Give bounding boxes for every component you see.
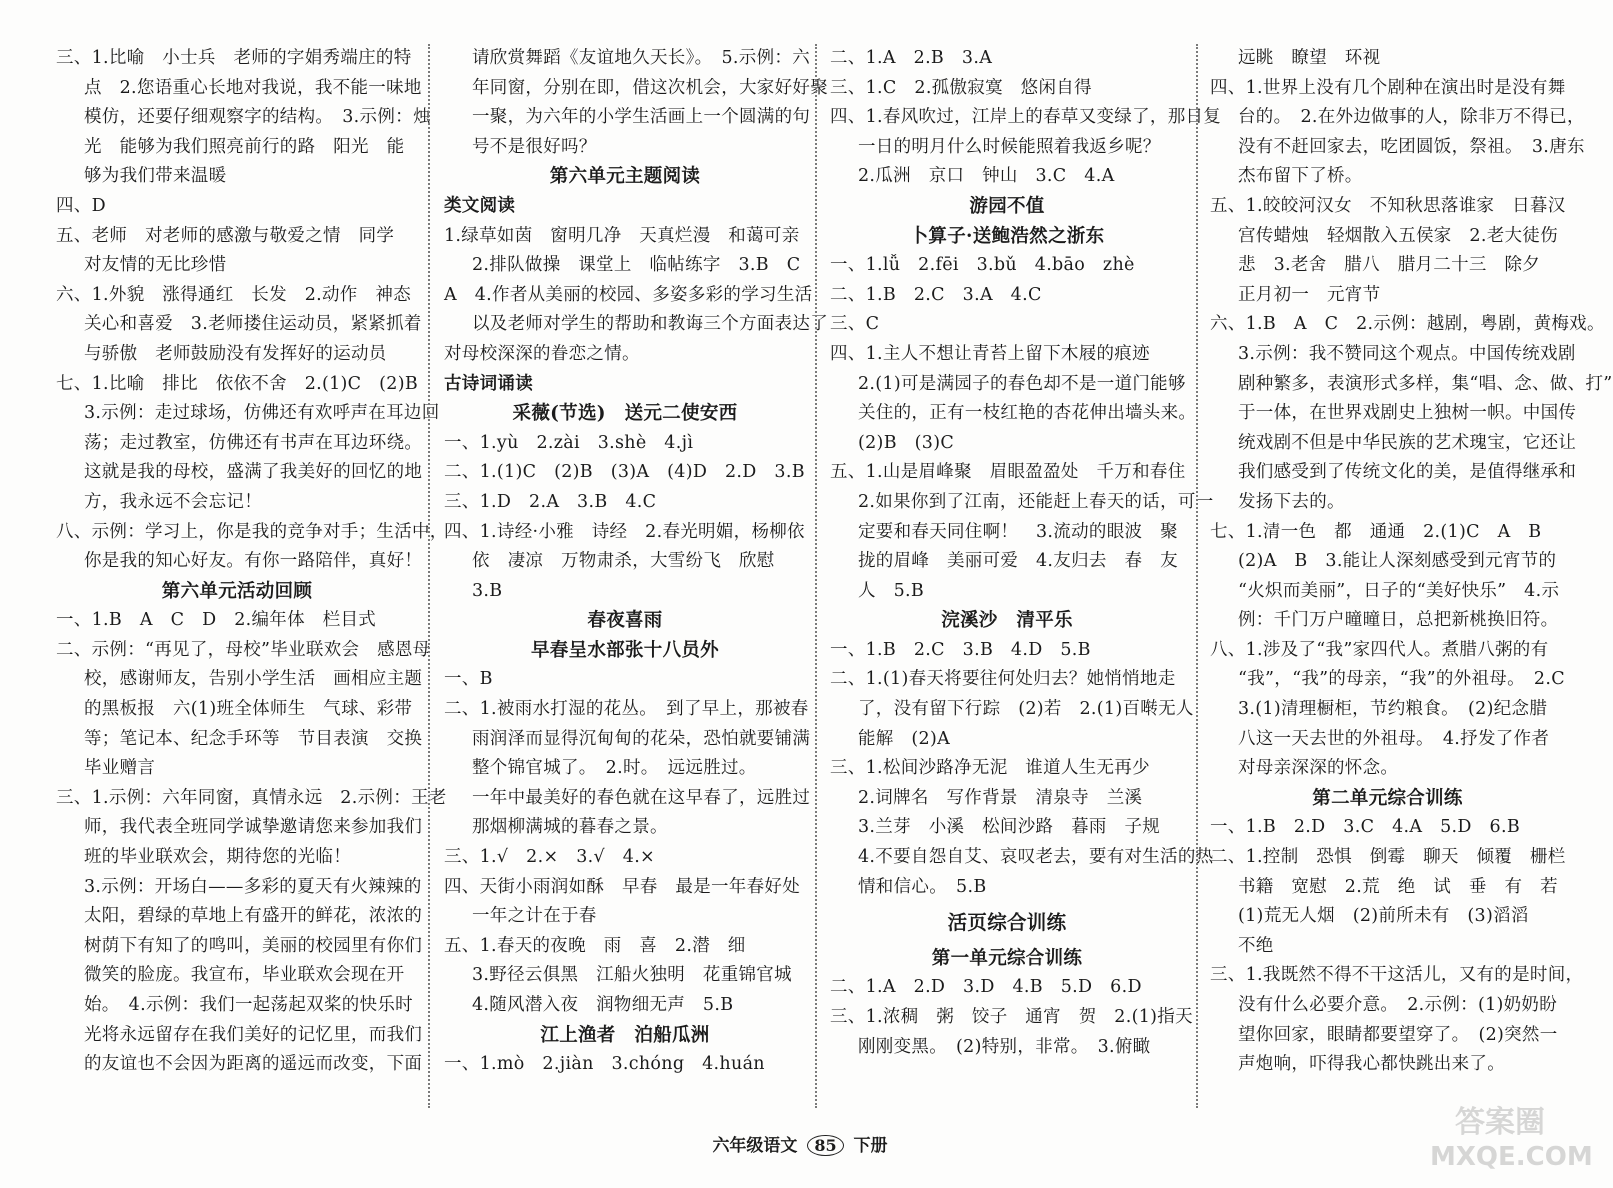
- answer-line: 对母校深深的眷恋之情。: [444, 343, 640, 364]
- section-heading: 类文阅读: [444, 195, 516, 216]
- answer-line: 一年中最美好的春色就在这早春了，远胜过: [472, 787, 811, 808]
- column-divider: [1196, 44, 1198, 1108]
- answer-line: 一、1.B 2.C 3.B 4.D 5.B: [830, 639, 1091, 660]
- answer-line: A 4.作者从美丽的校园、多姿多彩的学习生活: [444, 284, 813, 305]
- answer-line: 二、1.(1)春天将要往何处归去？她悄悄地走: [830, 669, 1176, 690]
- answer-line: 关心和喜爱 3.老师搂住运动员，紧紧抓着: [84, 314, 422, 335]
- answer-line: 号不是很好吗？: [472, 136, 597, 157]
- answer-line: 你是我的知心好友。有你一路陪伴，真好！: [84, 551, 423, 572]
- answer-line: 依 凄凉 万物肃杀，大雪纷飞 欣慰: [472, 551, 775, 572]
- answer-line: 二、1.A 2.D 3.D 4.B 5.D 6.D: [830, 977, 1142, 998]
- answer-line: 了，没有留下行踪 (2)若 2.(1)百啭无人: [858, 699, 1194, 720]
- answer-line: 定要和春天同住啊！ 3.流动的眼波 聚: [858, 521, 1178, 542]
- answer-column-4: [1210, 44, 1613, 1080]
- answer-line: 五、1.春天的夜晚 雨 喜 2.潜 细: [444, 935, 746, 956]
- section-heading: 卜算子·送鲍浩然之浙东: [909, 225, 1105, 247]
- page-footer: [0, 1131, 1600, 1156]
- answer-line: 微笑的脸庞。我宣布，毕业联欢会现在开: [84, 965, 405, 986]
- watermark: [1430, 1105, 1593, 1180]
- answer-line: 四、1.主人不想让青苔上留下木屐的痕迹: [830, 343, 1150, 364]
- answer-line: 的黑板报 六(1)班全体师生 气球、彩带: [84, 699, 413, 720]
- answer-line: 我们感受到了传统文化的美，是值得继承和: [1238, 462, 1577, 483]
- answer-line: 点 2.您语重心长地对我说，我不能一味地: [84, 77, 422, 98]
- answer-line: 剧种繁多，表演形式多样，集“唱、念、做、打”: [1238, 373, 1613, 394]
- answer-line: 三、C: [830, 314, 880, 335]
- answer-line: 3.示例：我不赞同这个观点。中国传统戏剧: [1238, 343, 1576, 364]
- answer-line: 八、示例：学习上，你是我的竞争对手；生活中，: [56, 521, 448, 542]
- answer-line: 以及老师对学生的帮助和教诲三个方面表达了: [472, 314, 828, 335]
- answer-line: 模仿，还要仔细观察字的结构。 3.示例：烛: [84, 107, 431, 128]
- footer-volume: 下册: [853, 1136, 888, 1156]
- footer-grade: 六年级语文: [712, 1136, 798, 1156]
- answer-line: 刚刚变黑。 (2)特别，非常。 3.俯瞰: [858, 1036, 1151, 1057]
- answer-line: 的友谊也不会因为距离的遥远而改变，下面: [84, 1054, 423, 1075]
- answer-line: 三、1.比喻 小士兵 老师的字娟秀端庄的特: [56, 48, 412, 68]
- column-divider: [815, 44, 817, 1108]
- answer-line: 够为我们带来温暖: [84, 166, 227, 187]
- answer-line: 太阳，碧绿的草地上有盛开的鲜花，浓浓的: [84, 906, 423, 927]
- answer-line: 于一体，在世界戏剧史上独树一帜。中国传: [1238, 403, 1577, 424]
- section-heading: 采薇(节选) 送元二使安西: [512, 403, 738, 425]
- answer-line: (2)B (3)C: [858, 432, 955, 453]
- answer-line: 三、1.C 2.孤傲寂寞 悠闲自得: [830, 77, 1092, 98]
- answer-line: 对母亲深深的怀念。: [1238, 758, 1399, 779]
- section-heading: 第六单元主题阅读: [549, 166, 701, 188]
- answer-line: 一、1.mò 2.jiàn 3.chóng 4.huán: [444, 1054, 765, 1075]
- answer-line: 二、1.(1)C (2)B (3)A (4)D 2.D 3.B: [444, 462, 805, 483]
- answer-line: 4.随风潜入夜 润物细无声 5.B: [472, 995, 734, 1015]
- answer-line: 等；笔记本、纪念手环等 节目表演 交换: [84, 728, 423, 749]
- answer-line: 远眺 瞭望 环视: [1238, 48, 1381, 68]
- answer-line: 3.示例：走过球场，仿佛还有欢呼声在耳边回: [84, 403, 440, 424]
- answer-line: 三、1.浓稠 粥 饺子 通宵 贺 2.(1)指天: [830, 1007, 1193, 1027]
- answer-line: (1)荒无人烟 (2)前所未有 (3)滔滔: [1238, 906, 1529, 927]
- answer-line: 六、1.外貌 涨得通红 长发 2.动作 神态: [56, 284, 411, 305]
- answer-line: 没有什么必要介意。 2.示例：(1)奶奶盼: [1238, 995, 1558, 1015]
- answer-line: 一、B: [444, 669, 493, 690]
- answer-line: 2.瓜洲 京口 钟山 3.C 4.A: [858, 166, 1115, 187]
- answer-line: 这就是我的母校，盛满了我美好的回忆的地: [84, 462, 423, 483]
- answer-line: 一、1.yù 2.zài 3.shè 4.jì: [444, 432, 694, 453]
- answer-line: 2.排队做操 课堂上 临帖练字 3.B C: [472, 255, 801, 276]
- answer-line: 一聚，为六年的小学生活画上一个圆满的句: [472, 107, 811, 128]
- answer-line: “火炽而美丽”，日子的“美好快乐” 4.示: [1238, 580, 1560, 601]
- section-heading: 活页综合训练: [947, 911, 1067, 935]
- answer-line: 二、1.控制 恐惧 倒霉 聊天 倾覆 栅栏: [1210, 847, 1566, 868]
- answer-line: 一、1.B 2.D 3.C 4.A 5.D 6.B: [1210, 817, 1520, 838]
- answer-line: 班的毕业联欢会，期待您的光临！: [84, 847, 351, 868]
- answer-line: 五、1.山是眉峰聚 眉眼盈盈处 千万和春住: [830, 462, 1186, 483]
- answer-column-1: [56, 44, 448, 1080]
- answer-line: 一、1.lǚ 2.fēi 3.bǔ 4.bāo zhè: [830, 255, 1135, 276]
- answer-line: 2.(1)可是满园子的春色却不是一道门能够: [858, 373, 1186, 394]
- answer-line: 宫传蜡烛 轻烟散入五侯家 2.老大徒伤: [1238, 225, 1558, 246]
- answer-line: 校，感谢师友，告别小学生活 画相应主题: [84, 669, 423, 690]
- answer-column-2: [444, 44, 828, 1080]
- answer-line: 二、1.A 2.B 3.A: [830, 48, 993, 68]
- section-heading: 江上渔者 泊船瓜洲: [540, 1024, 710, 1046]
- answer-line: 四、1.春风吹过，江岸上的春草又变绿了，那日复: [830, 107, 1222, 128]
- answer-line: 三、1.松间沙路净无泥 谁道人生无再少: [830, 758, 1150, 779]
- section-heading: 古诗词诵读: [444, 373, 533, 394]
- answer-line: 五、老师 对老师的感激与敬爱之情 同学: [56, 225, 395, 246]
- answer-line: 台的。 2.在外边做事的人，除非万不得已，: [1238, 107, 1585, 128]
- answer-line: 七、1.清一色 都 通通 2.(1)C A B: [1210, 521, 1542, 542]
- answer-line: 二、1.被雨水打湿的花丛。 到了早上，那被春: [444, 699, 809, 720]
- section-heading: 春夜喜雨: [587, 610, 663, 632]
- watermark-logo: 答案圈: [1455, 1105, 1545, 1140]
- answer-line: 一日的明月什么时候能照着我返乡呢？: [858, 136, 1161, 157]
- answer-line: 例：千门万户曈曈日，总把新桃换旧符。: [1238, 610, 1559, 631]
- section-heading: 第六单元活动回顾: [161, 580, 313, 602]
- answer-line: 年同窗，分别在即，借这次机会，大家好好聚: [472, 77, 828, 98]
- answer-line: 六、1.B A C 2.示例：越剧，粤剧，黄梅戏。: [1210, 314, 1605, 335]
- answer-line: 2.如果你到了江南，还能赶上春天的话，可一: [858, 491, 1214, 512]
- section-heading: 游园不值: [969, 195, 1045, 217]
- answer-line: 荡；走过教室，仿佛还有书声在耳边环绕。: [84, 432, 423, 453]
- answer-line: 悲 3.老舍 腊八 腊月二十三 除夕: [1238, 255, 1541, 276]
- answer-column-3: [830, 44, 1222, 1062]
- answer-line: 请欣赏舞蹈《友谊地久天长》。 5.示例：六: [472, 48, 810, 68]
- answer-line: 整个锦官城了。 2.时。 远远胜过。: [472, 758, 757, 779]
- answer-line: 五、1.皎皎河汉女 不知秋思落谁家 日暮汉: [1210, 195, 1566, 216]
- answer-line: 方，我永远不会忘记！: [84, 491, 262, 512]
- answer-line: 2.词牌名 写作背景 清泉寺 兰溪: [858, 787, 1143, 808]
- answer-line: 二、示例：“再见了，母校”毕业联欢会 感恩母: [56, 639, 431, 660]
- answer-line: 始。 4.示例：我们一起荡起双桨的快乐时: [84, 995, 413, 1015]
- answer-line: 八这一天去世的外祖母。 4.抒发了作者: [1238, 728, 1550, 749]
- answer-line: 能解 (2)A: [858, 728, 951, 749]
- answer-line: 师，我代表全班同学诚挚邀请您来参加我们: [84, 817, 423, 838]
- answer-line: 三、1.√ 2.× 3.√ 4.×: [444, 847, 656, 868]
- answer-line: 毕业赠言: [84, 758, 156, 779]
- answer-line: 1.绿草如茵 窗明几净 天真烂漫 和蔼可亲: [444, 225, 800, 246]
- section-heading: 早春呈水部张十八员外: [530, 639, 719, 661]
- answer-line: 对友情的无比珍惜: [84, 255, 227, 276]
- answer-line: 八、1.涉及了“我”家四代人。煮腊八粥的有: [1210, 639, 1549, 660]
- column-divider: [428, 44, 430, 1108]
- answer-line: 关住的，正有一枝红艳的杏花伸出墙头来。: [858, 403, 1197, 424]
- answer-line: 统戏剧不但是中华民族的艺术瑰宝，它还让: [1238, 432, 1577, 453]
- answer-line: 正月初一 元宵节: [1238, 284, 1381, 305]
- answer-line: 没有不赶回家去，吃团圆饭，祭祖。 3.唐东: [1238, 136, 1585, 157]
- answer-line: 4.不要自怨自艾、哀叹老去，要有对生活的热: [858, 847, 1214, 868]
- watermark-site: MXQE.COM: [1430, 1142, 1593, 1172]
- answer-line: 3.兰芽 小溪 松间沙路 暮雨 子规: [858, 817, 1161, 838]
- answer-line: 情和信心。 5.B: [858, 876, 987, 897]
- answer-line: 3.(1)清理橱柜，节约粮食。 (2)纪念腊: [1238, 699, 1548, 720]
- answer-line: 四、1.诗经·小雅 诗经 2.春光明媚，杨柳依: [444, 521, 805, 542]
- answer-line: 与骄傲 老师鼓励没有发挥好的运动员: [84, 343, 387, 364]
- answer-line: 三、1.D 2.A 3.B 4.C: [444, 491, 657, 512]
- answer-line: (2)A B 3.能让人深刻感受到元宵节的: [1238, 551, 1557, 572]
- answer-line: 四、1.世界上没有几个剧种在演出时是没有舞: [1210, 77, 1566, 98]
- answer-line: 四、D: [56, 195, 106, 216]
- answer-line: 树荫下有知了的鸣叫，美丽的校园里有你们: [84, 935, 423, 956]
- answer-line: 三、1.我既然不得不干这活儿，又有的是时间，: [1210, 965, 1584, 986]
- answer-line: 人 5.B: [858, 580, 925, 601]
- answer-line: 不绝: [1238, 935, 1274, 956]
- answer-line: 书籍 宽慰 2.荒 绝 试 垂 有 若: [1238, 876, 1558, 897]
- answer-line: 三、1.示例：六年同窗，真情永远 2.示例：王老: [56, 787, 447, 808]
- answer-line: 光 能够为我们照亮前行的路 阳光 能: [84, 136, 405, 157]
- answer-line: 3.示例：开场白——多彩的夏天有火辣辣的: [84, 876, 422, 897]
- answer-line: 拢的眉峰 美丽可爱 4.友归去 春 友: [858, 551, 1178, 572]
- answer-line: 四、天街小雨润如酥 早春 最是一年春好处: [444, 876, 800, 897]
- section-heading: 第一单元综合训练: [931, 947, 1083, 969]
- answer-line: 3.B: [472, 580, 503, 601]
- answer-line: 3.野径云俱黑 江船火独明 花重锦官城: [472, 965, 792, 986]
- page-number: 85: [807, 1135, 843, 1156]
- answer-line: 声炮响，吓得我心都快跳出来了。: [1238, 1054, 1505, 1075]
- answer-line: 雨润泽而显得沉甸甸的花朵，恐怕就要铺满: [472, 728, 811, 749]
- answer-line: 二、1.B 2.C 3.A 4.C: [830, 284, 1042, 305]
- answer-line: 七、1.比喻 排比 依依不舍 2.(1)C (2)B: [56, 373, 419, 394]
- section-heading: 浣溪沙 清平乐: [941, 610, 1073, 632]
- answer-line: 发扬下去的。: [1238, 491, 1345, 512]
- section-heading: 第二单元综合训练: [1312, 787, 1463, 809]
- answer-line: 一年之计在于春: [472, 906, 597, 927]
- answer-line: 光将永远留存在我们美好的记忆里，而我们: [84, 1024, 423, 1045]
- answer-line: 那烟柳满城的暮春之景。: [472, 817, 668, 838]
- answer-line: 杰布留下了桥。: [1238, 166, 1363, 187]
- answer-line: 一、1.B A C D 2.编年体 栏目式: [56, 610, 377, 631]
- answer-line: “我”，“我”的母亲，“我”的外祖母。 2.C: [1238, 669, 1565, 690]
- answer-line: 望你回家，眼睛都要望穿了。 (2)突然一: [1238, 1024, 1558, 1045]
